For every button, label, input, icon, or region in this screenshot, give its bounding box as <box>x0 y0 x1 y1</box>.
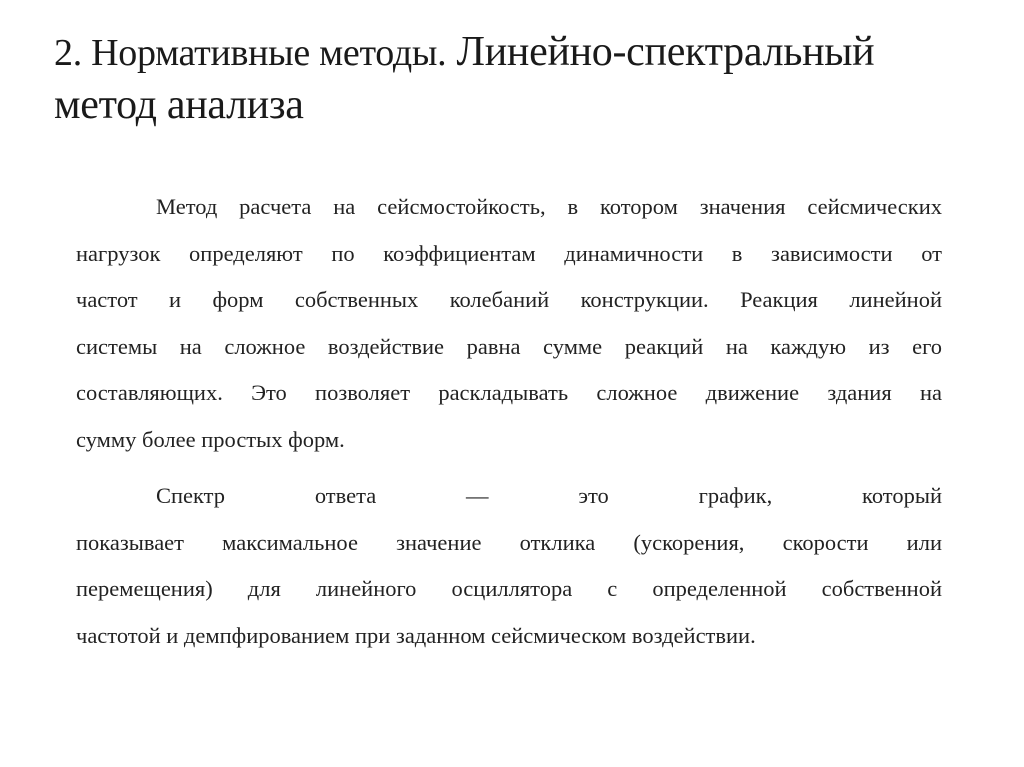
paragraph-method-definition <box>76 184 942 463</box>
paragraph-response-spectrum <box>76 473 942 659</box>
paragraph-line: показывает максимальное значение отклика (ускорения, скорости или <box>76 529 942 555</box>
paragraph-line: перемещения) для линейного осциллятора с определенной собственной <box>76 576 942 601</box>
paragraph-line: составляющих. Это позволяет раскладывать сложное движение здания на <box>76 380 942 405</box>
slide-body <box>76 184 942 659</box>
title-rest-line1: Линейно-спектральный <box>446 29 875 75</box>
title-number: 2. Нормативные методы. <box>54 32 447 74</box>
paragraph-line: Спектр ответа — это график, который <box>156 483 942 508</box>
paragraph-line: частотой и демпфированием при заданном сейсмическом воздействии. <box>76 622 756 648</box>
paragraph-line: системы на сложное воздействие равна сумме реакций на каждую из его <box>76 333 942 359</box>
paragraph-line: нагрузок определяют по коэффициентам динамичности в зависимости от <box>76 240 942 266</box>
paragraph-line: частот и форм собственных колебаний конструкции. Реакция линейной <box>76 287 942 312</box>
title-line2: метод анализа <box>54 82 304 128</box>
slide-title <box>54 26 984 131</box>
paragraph-line: сумму более простых форм. <box>76 426 345 452</box>
paragraph-line: Метод расчета на сейсмостойкость, в котором значения сейсмических <box>156 194 942 219</box>
